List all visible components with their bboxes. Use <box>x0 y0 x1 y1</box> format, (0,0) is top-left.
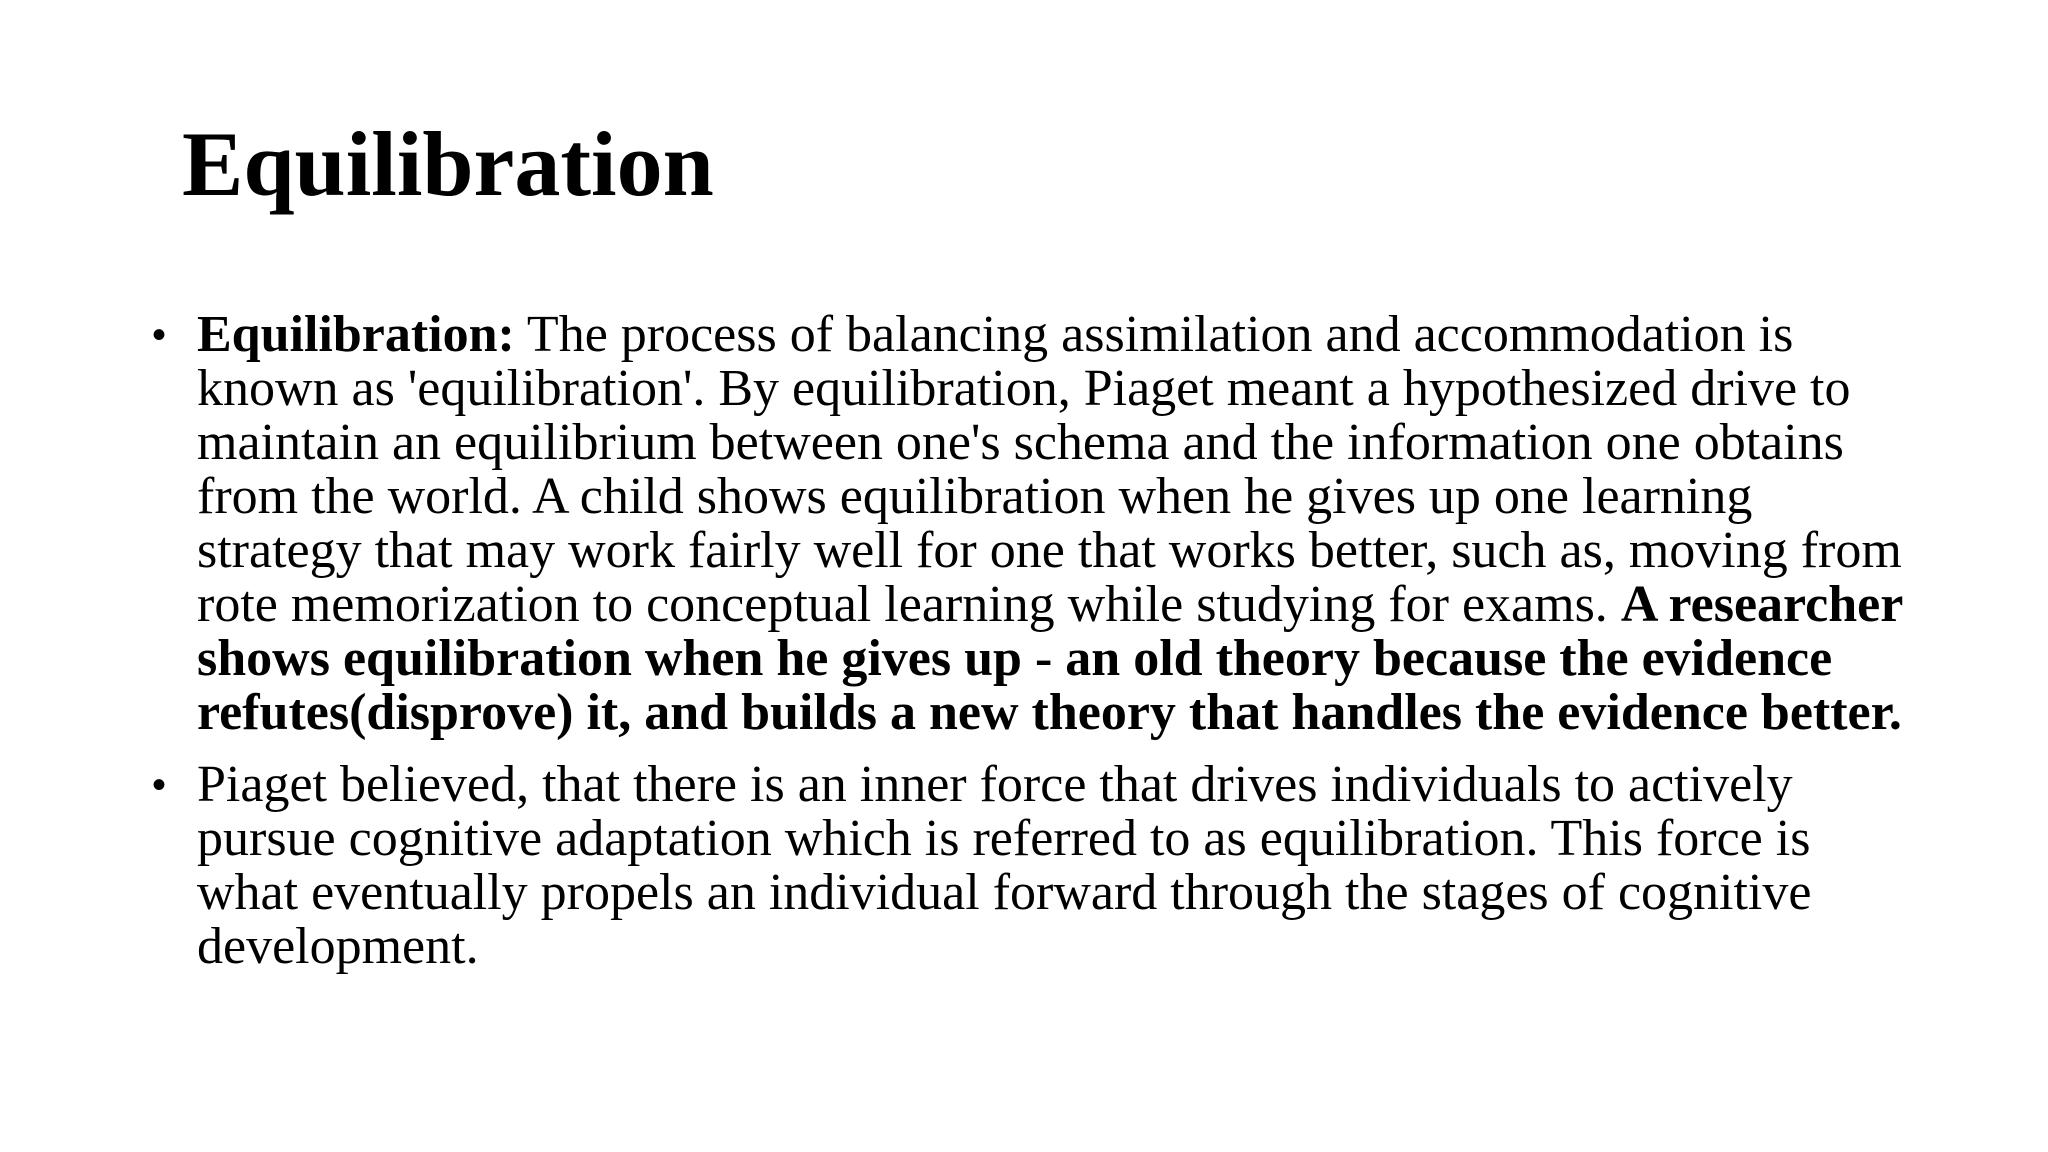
bullet-item-equilibration-definition <box>150 308 1910 740</box>
bullet-text: Piaget believed, that there is an inner force that drives individuals to actively pursue cognitive adaptation which is referred to as equilibration. This force is what eventually propels an individual forward through the stages of cognitive development. <box>197 756 1812 975</box>
bullet-bold-text: A researcher shows equilibration when he gives up - an old theory because the evidence refutes(disprove) it, and builds a new theory that handles the evidence better. <box>197 576 1903 741</box>
bullet-item-piaget-inner-force <box>150 758 1910 974</box>
bullet-icon: • <box>152 313 167 357</box>
bullet-term: Equilibration: <box>197 306 515 363</box>
slide-title: Equilibration <box>182 113 714 215</box>
bullet-list <box>150 308 1910 992</box>
bullet-text: The process of balancing assimilation and accommodation is known as 'equilibration'. By equilibration, Piaget meant a hypothesized drive to maintain an equilibrium between one's schema and the information one obtains from the world. A child shows equilibration when he gives up one learning strategy that may work fairly well for one that works better, such as, moving from rote memorization to conceptual learning while studying for exams. <box>197 306 1902 633</box>
bullet-icon: • <box>152 763 167 807</box>
